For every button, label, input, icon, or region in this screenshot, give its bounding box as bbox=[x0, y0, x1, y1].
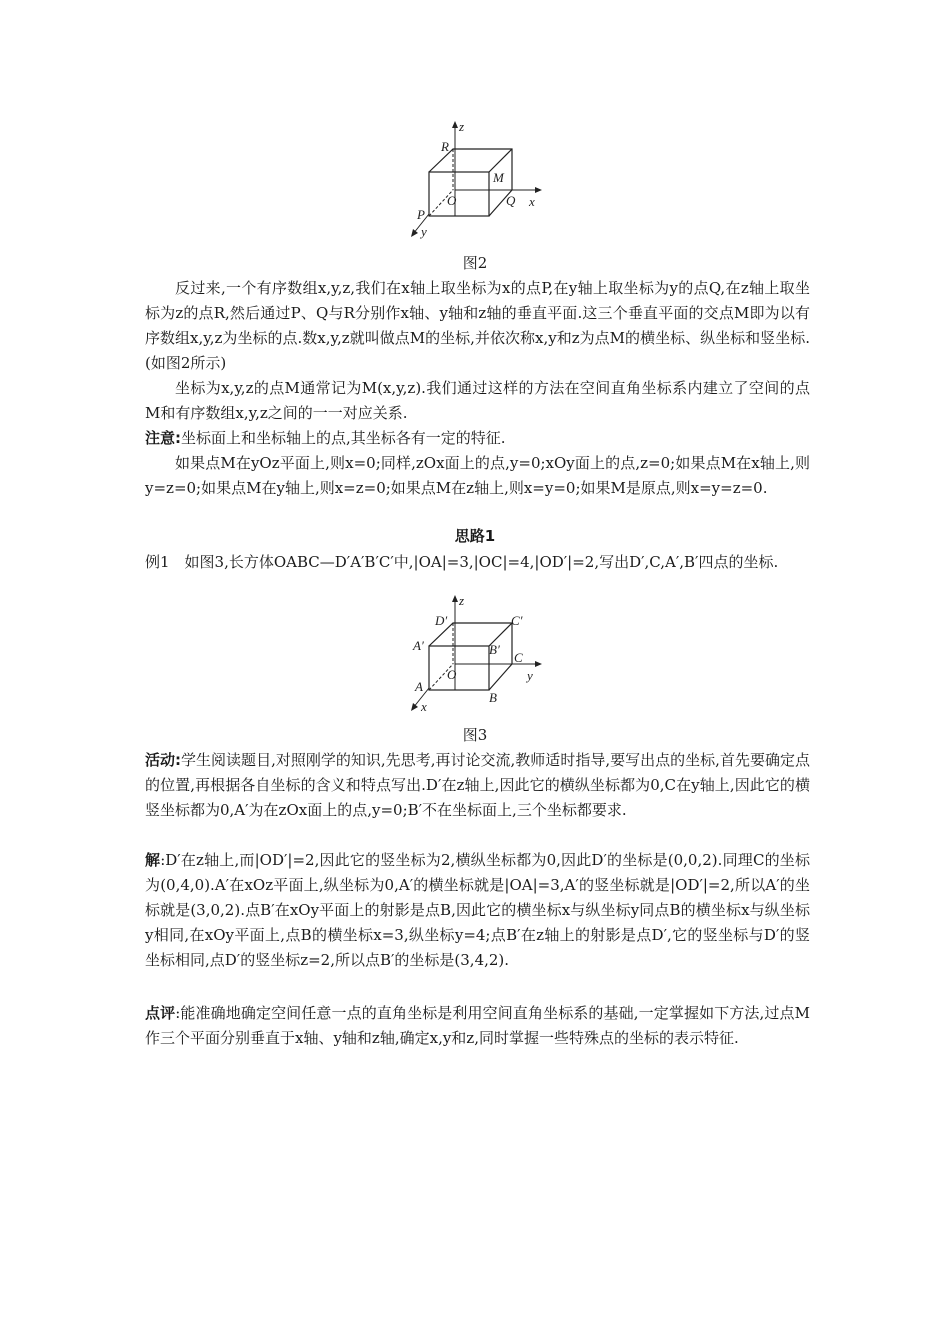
note-label: 注意: bbox=[145, 429, 181, 447]
figure-2-caption: 图2 bbox=[462, 254, 488, 272]
note-text: 坐标面上和坐标轴上的点,其坐标各有一定的特征. bbox=[181, 429, 506, 447]
comment-paragraph bbox=[145, 1001, 810, 1051]
paragraph-1: 反过来,一个有序数组x,y,z,我们在x轴上取坐标为x的点P,在y轴上取坐标为y的点Q,在z轴上取坐标为z的点R,然后通过P、Q与R分别作x轴、y轴和z轴的垂直平面.这三个垂直平面的交点M即为以有序数组x,y,z为坐标的点.数x,y,z就叫做点M的坐标,并依次称x,y和z为点M的横坐标、纵坐标和竖坐标.(如图2所示) bbox=[145, 279, 810, 372]
activity-text: 学生阅读题目,对照刚学的知识,先思考,再讨论交流,教师适时指导,要写出点的坐标,首先要确定点的位置,再根据各自坐标的含义和特点写出.D′在z轴上,因此它的横纵坐标都为0,C在y轴上,因此它的横竖坐标都为0,A′为在zOx面上的点,y=0;B′不在坐标面上,三个坐标都要求. bbox=[145, 751, 810, 819]
cuboid-diagram-3 bbox=[405, 592, 550, 717]
label-R: R bbox=[441, 139, 449, 154]
paragraph-3: 如果点M在yOz平面上,则x=0;同样,zOx面上的点,y=0;xOy面上的点,z=0;如果点M在x轴上,则y=z=0;如果点M在y轴上,则x=z=0;如果点M在z轴上,则x=y=0;如果M是原点,则x=y=z=0. bbox=[145, 454, 810, 497]
label-D-prime: D′ bbox=[435, 613, 448, 628]
label-O: O bbox=[447, 667, 457, 682]
label-z: z bbox=[459, 119, 465, 134]
activity-label: 活动: bbox=[145, 751, 182, 769]
label-P: P bbox=[417, 207, 425, 222]
note-paragraph bbox=[145, 426, 810, 451]
label-B-prime: B′ bbox=[489, 642, 500, 657]
comment-text: :能准确地确定空间任意一点的直角坐标是利用空间直角坐标系的基础,一定掌握如下方法,过点M作三个平面分别垂直于x轴、y轴和z轴,确定x,y和z,同时掌握一些特殊点的坐标的表示特征. bbox=[145, 1004, 810, 1047]
figure-3 bbox=[405, 592, 550, 717]
comment-label: 点评 bbox=[145, 1004, 176, 1022]
section-title: 思路1 bbox=[454, 527, 496, 545]
label-C: C bbox=[514, 650, 523, 665]
paragraph-2: 坐标为x,y,z的点M通常记为M(x,y,z).我们通过这样的方法在空间直角坐标系内建立了空间的点M和有序数组x,y,z之间的一一对应关系. bbox=[145, 379, 810, 422]
label-B: B bbox=[489, 690, 497, 705]
figure-2 bbox=[405, 118, 550, 243]
label-x: x bbox=[529, 194, 535, 209]
label-O: O bbox=[447, 193, 457, 208]
figure-3-caption: 图3 bbox=[462, 726, 488, 744]
example-1: 例1 如图3,长方体OABC—D′A′B′C′中,|OA|=3,|OC|=4,|OD′|=2,写出D′,C,A′,B′四点的坐标. bbox=[145, 553, 779, 571]
label-x: x bbox=[421, 699, 427, 714]
cuboid-diagram-2 bbox=[405, 118, 550, 243]
activity-paragraph bbox=[145, 748, 810, 823]
label-A: A bbox=[415, 679, 423, 694]
label-Q: Q bbox=[506, 193, 516, 208]
label-y: y bbox=[421, 224, 427, 239]
label-M: M bbox=[493, 170, 504, 185]
solution-label: 解 bbox=[145, 851, 161, 869]
solution-paragraph bbox=[145, 848, 810, 973]
label-A-prime: A′ bbox=[413, 638, 424, 653]
label-y: y bbox=[527, 668, 533, 683]
label-C-prime: C′ bbox=[511, 613, 523, 628]
solution-text: :D′在z轴上,而|OD′|=2,因此它的竖坐标为2,横纵坐标都为0,因此D′的坐标是(0,0,2).同理C的坐标为(0,4,0).A′在xOz平面上,纵坐标为0,A′的横坐标就是|OA|=3,A′的竖坐标就是|OD′|=2,所以A′的坐标就是(3,0,2).点B′在xOy平面上的射影是点B,因此它的横坐标x与纵坐标y同点B的横坐标x与纵坐标y相同,在xOy平面上,点B的横坐标x=3,纵坐标y=4;点B′在z轴上的射影是点D′,它的竖坐标与D′的竖坐标相同,点D′的竖坐标z=2,所以点B′的坐标是(3,4,2). bbox=[145, 851, 810, 969]
label-z: z bbox=[459, 593, 465, 608]
